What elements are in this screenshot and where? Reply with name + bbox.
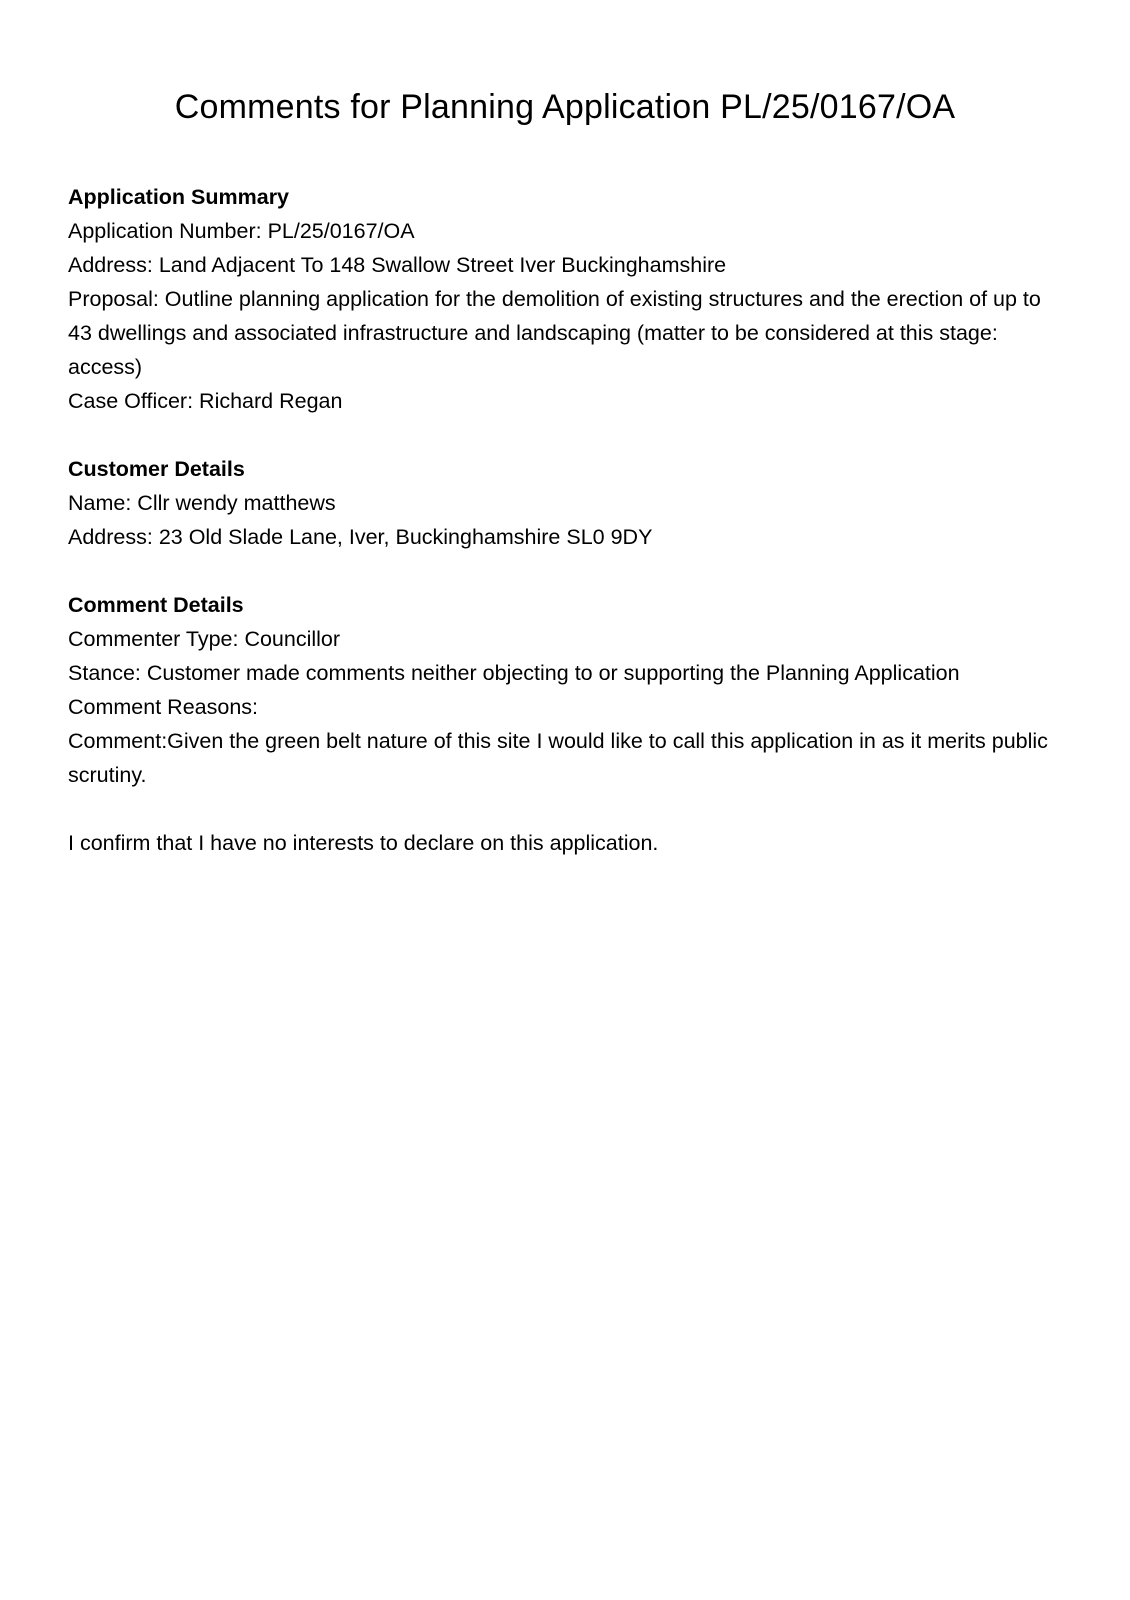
case-officer: Case Officer: Richard Regan	[68, 389, 343, 413]
comment-stance: Stance: Customer made comments neither objecting to or supporting the Planning Application	[68, 661, 960, 685]
customer-name: Name: Cllr wendy matthews	[68, 491, 336, 515]
application-summary-section	[68, 180, 1058, 418]
document-title: Comments for Planning Application PL/25/0167/OA	[174, 88, 956, 126]
comment-details-section	[68, 588, 1058, 792]
comment-details-heading: Comment Details	[68, 593, 244, 617]
interest-declaration: I confirm that I have no interests to declare on this application.	[68, 831, 659, 855]
comment-text: Comment:Given the green belt nature of this site I would like to call this application in as it merits public scrutiny.	[68, 729, 1048, 787]
customer-details-heading: Customer Details	[68, 457, 245, 481]
application-proposal: Proposal: Outline planning application for the demolition of existing structures and the erection of up to 43 dwellings and associated infrastructure and landscaping (matter to be considered at this stage: access)	[68, 287, 1041, 379]
customer-details-section	[68, 452, 1058, 554]
application-summary-heading: Application Summary	[68, 185, 290, 209]
commenter-type: Commenter Type: Councillor	[68, 627, 341, 651]
document-body	[68, 180, 1058, 860]
comment-reasons: Comment Reasons:	[68, 695, 258, 719]
application-number: Application Number: PL/25/0167/OA	[68, 219, 415, 243]
application-address: Address: Land Adjacent To 148 Swallow Street Iver Buckinghamshire	[68, 253, 727, 277]
customer-address: Address: 23 Old Slade Lane, Iver, Buckinghamshire SL0 9DY	[68, 525, 653, 549]
